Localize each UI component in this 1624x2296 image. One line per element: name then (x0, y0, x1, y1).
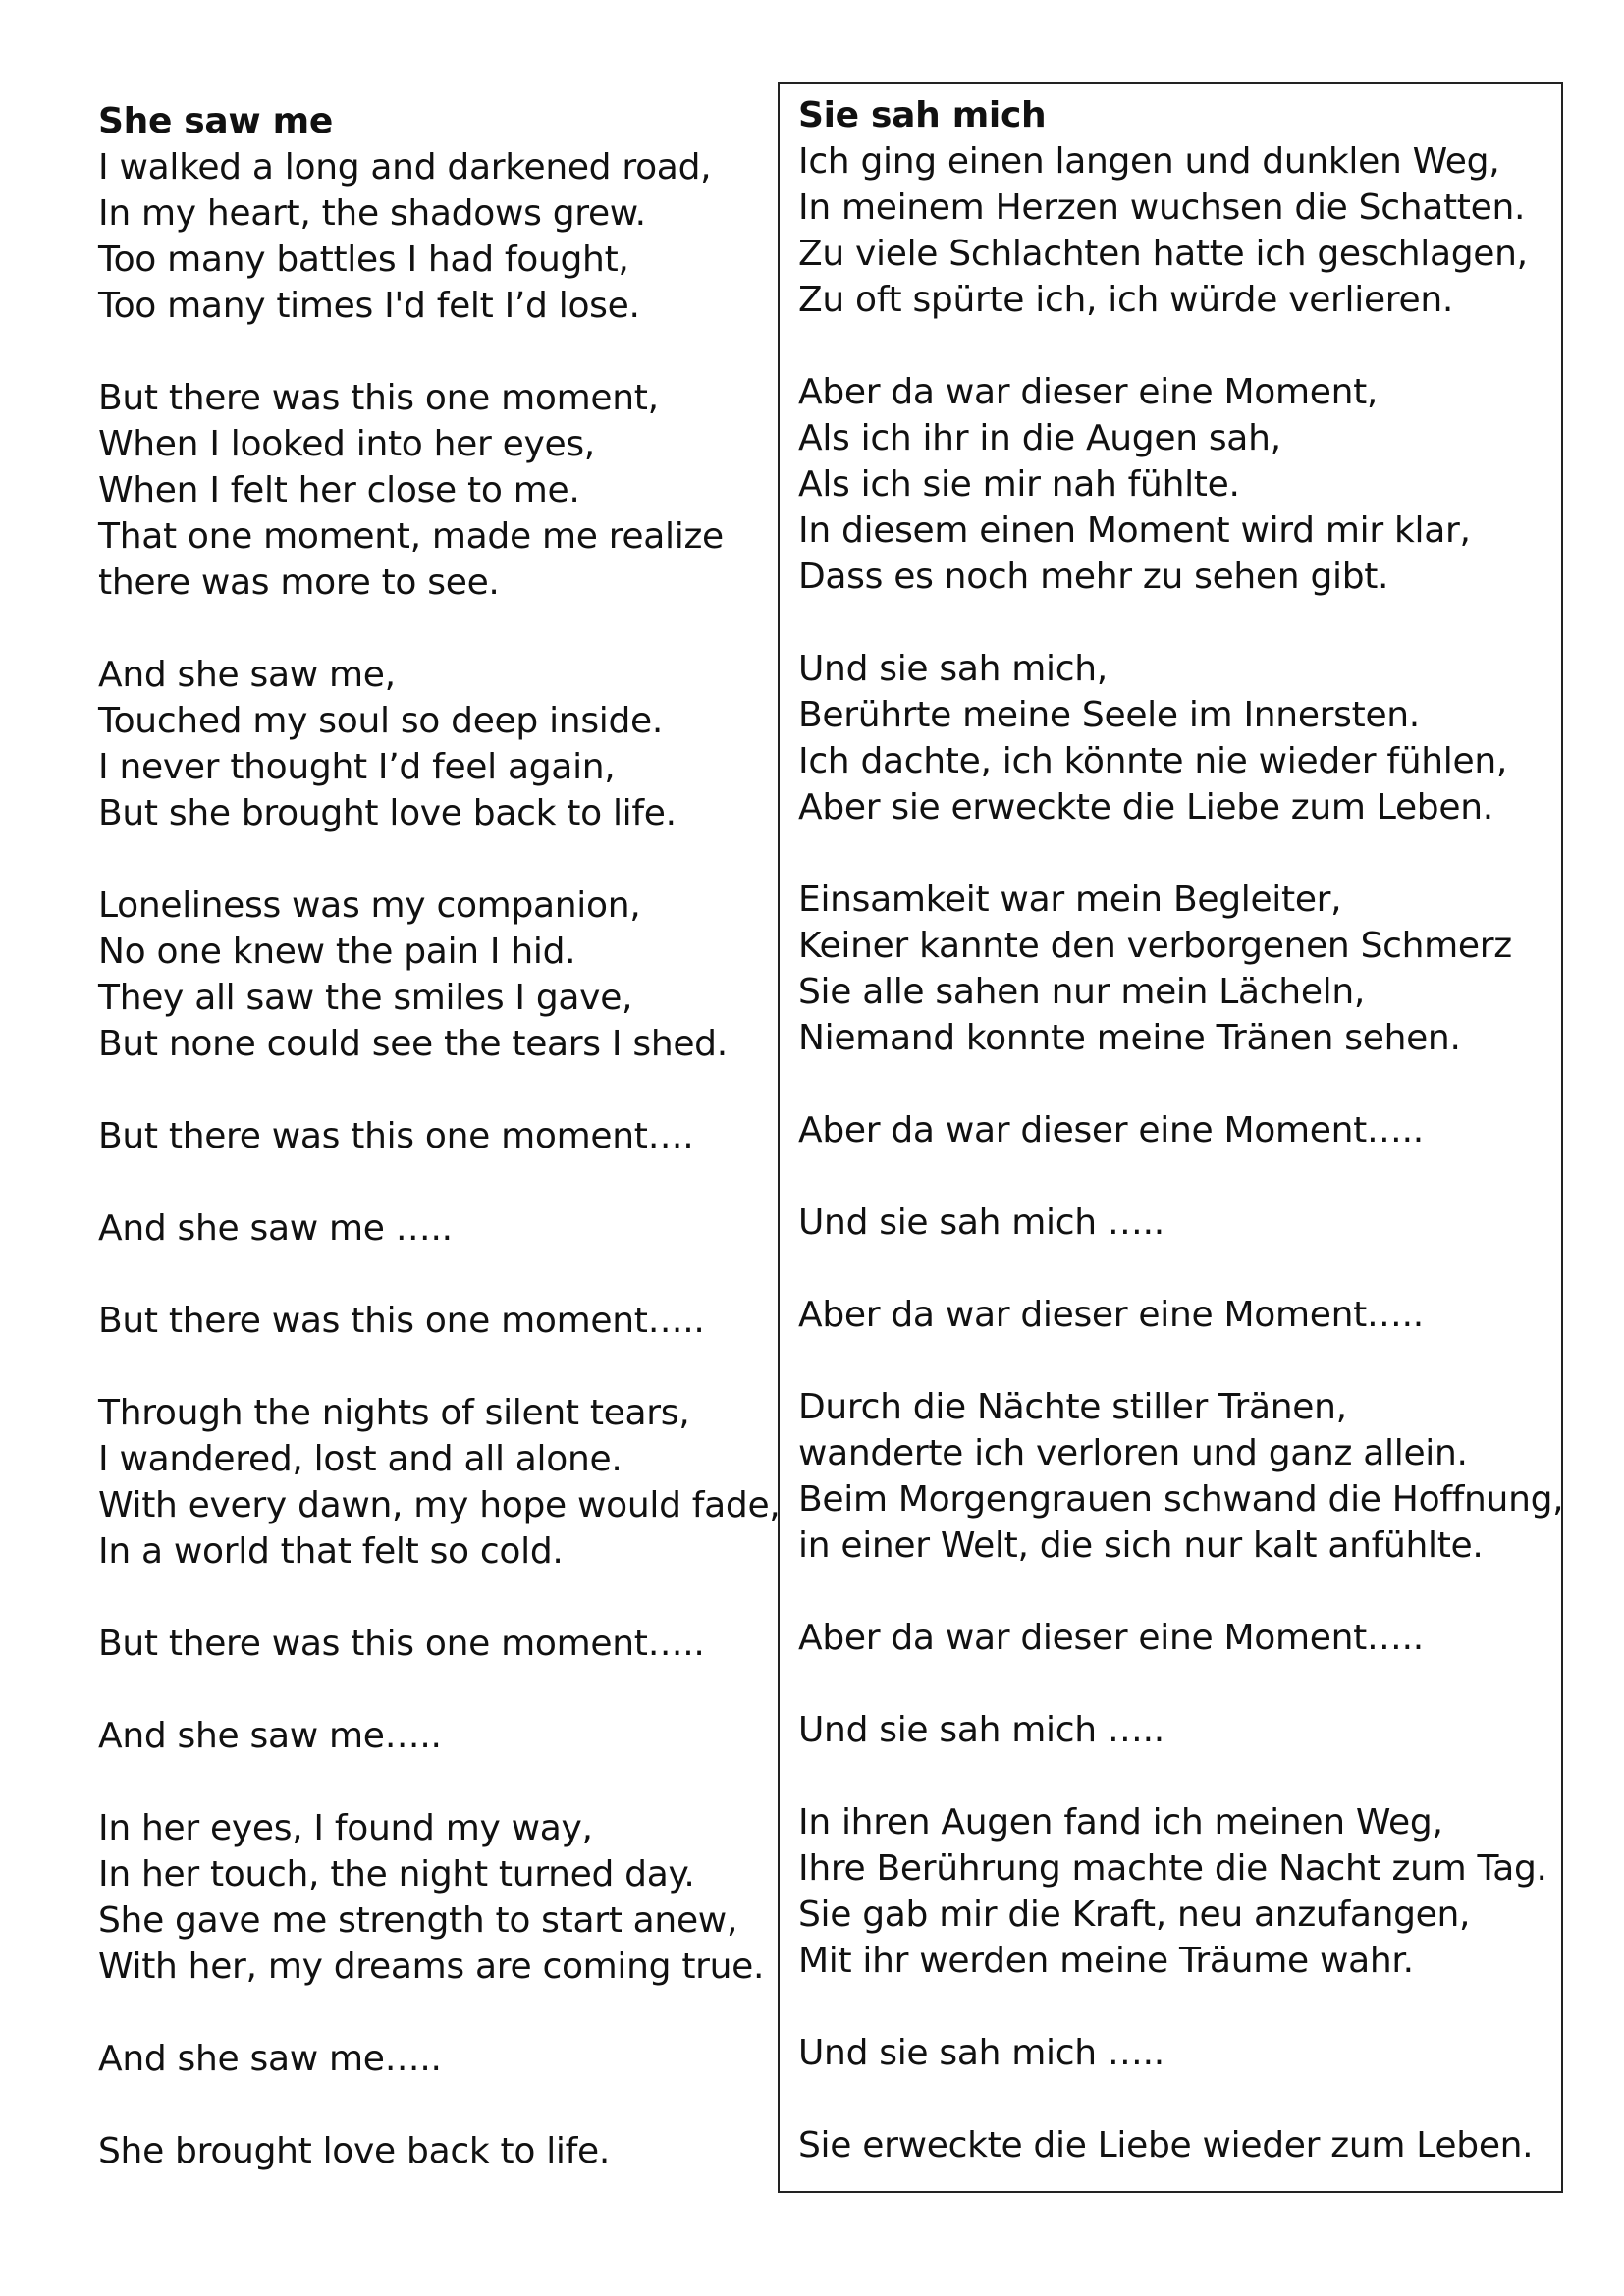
english-poem-line: Too many times I'd felt I’d lose. (98, 286, 640, 326)
english-poem-line: But there was this one moment, (98, 378, 659, 418)
german-poem-line: Sie erweckte die Liebe wieder zum Leben. (798, 2125, 1534, 2165)
german-stanza (798, 1615, 1554, 1661)
english-poem-line: But there was this one moment….. (98, 1624, 705, 1664)
english-poem-line: That one moment, made me realize (98, 516, 724, 557)
english-poem-line: Loneliness was my companion, (98, 885, 641, 926)
german-poem-line: Sie alle sahen nur mein Lächeln, (798, 972, 1366, 1012)
german-poem-line: Aber sie erweckte die Liebe zum Leben. (798, 787, 1493, 828)
german-poem-line: Aber da war dieser eine Moment….. (798, 1110, 1424, 1150)
german-poem-line: Und sie sah mich, (798, 649, 1108, 689)
german-stanza (798, 1707, 1554, 1753)
german-poem-line: Sie gab mir die Kraft, neu anzufangen, (798, 1895, 1471, 1935)
english-poem-line: When I looked into her eyes, (98, 424, 595, 464)
german-poem-line: In ihren Augen fand ich meinen Weg, (798, 1802, 1443, 1842)
english-poem-line: And she saw me, (98, 655, 396, 695)
english-poem-line: But there was this one moment…. (98, 1116, 694, 1156)
german-poem-line: Dass es noch mehr zu sehen gibt. (798, 557, 1389, 597)
german-poem-line: Als ich ihr in die Augen sah, (798, 418, 1281, 458)
english-poem-line: In my heart, the shadows grew. (98, 193, 646, 234)
english-poem-line: She brought love back to life. (98, 2131, 610, 2171)
german-poem-line: Aber da war dieser eine Moment….. (798, 1618, 1424, 1658)
german-poem-line: Durch die Nächte stiller Tränen, (798, 1387, 1347, 1427)
german-poem-line: Niemand konnte meine Tränen sehen. (798, 1018, 1461, 1058)
german-stanza (798, 1799, 1554, 1984)
english-poem-line: And she saw me….. (98, 2039, 442, 2079)
english-poem-line: With every dawn, my hope would fade, (98, 1485, 781, 1525)
german-poem-line: Zu viele Schlachten hatte ich geschlagen, (798, 234, 1528, 274)
german-stanza (798, 1292, 1554, 1338)
german-stanza (798, 1200, 1554, 1246)
german-poem-line: Und sie sah mich ….. (798, 1710, 1164, 1750)
german-poem-line: Ihre Berührung machte die Nacht zum Tag. (798, 1848, 1547, 1889)
english-stanzas (98, 144, 781, 2174)
german-stanza (798, 369, 1554, 600)
english-poem-line: I wandered, lost and all alone. (98, 1439, 623, 1479)
english-poem-line: No one knew the pain I hid. (98, 932, 576, 972)
german-poem-line: In diesem einen Moment wird mir klar, (798, 510, 1471, 551)
german-stanza (798, 138, 1554, 323)
german-poem-line: Ich dachte, ich könnte nie wieder fühlen, (798, 741, 1507, 781)
english-stanza (98, 2128, 776, 2174)
english-stanza (98, 1113, 776, 1159)
german-stanza (798, 877, 1554, 1061)
german-poem-line: Aber da war dieser eine Moment….. (798, 1295, 1424, 1335)
english-poem-column (98, 98, 781, 2220)
english-stanza (98, 882, 776, 1067)
german-poem-line: Zu oft spürte ich, ich würde verlieren. (798, 280, 1454, 320)
german-poem-line: Einsamkeit war mein Begleiter, (798, 880, 1342, 920)
german-poem-column (798, 92, 1564, 2215)
german-poem-line: Berührte meine Seele im Innersten. (798, 695, 1420, 735)
german-poem-line: Ich ging einen langen und dunklen Weg, (798, 141, 1500, 182)
german-poem-line: Und sie sah mich ….. (798, 1202, 1164, 1243)
english-stanza (98, 652, 776, 836)
english-stanza (98, 2036, 776, 2082)
english-poem-line: But none could see the tears I shed. (98, 1024, 728, 1064)
english-poem-line: And she saw me….. (98, 1716, 442, 1756)
english-poem-line: And she saw me ….. (98, 1208, 453, 1249)
english-poem-line: Too many battles I had fought, (98, 240, 629, 280)
german-poem-line: in einer Welt, die sich nur kalt anfühlte. (798, 1525, 1484, 1566)
german-poem-line: Als ich sie mir nah fühlte. (798, 464, 1240, 505)
english-poem-line: In a world that felt so cold. (98, 1531, 564, 1572)
english-stanza (98, 144, 776, 329)
english-stanza (98, 1205, 776, 1252)
english-poem-line: Through the nights of silent tears, (98, 1393, 690, 1433)
english-stanza (98, 375, 776, 606)
english-poem-line: They all saw the smiles I gave, (98, 978, 633, 1018)
english-poem-line: She gave me strength to start anew, (98, 1900, 738, 1941)
german-poem-line: Und sie sah mich ….. (798, 2033, 1164, 2073)
english-poem-line: But there was this one moment….. (98, 1301, 705, 1341)
english-stanza (98, 1390, 781, 1575)
german-stanza (798, 1107, 1554, 1153)
german-stanzas (798, 138, 1564, 2168)
german-stanza (798, 2030, 1554, 2076)
german-poem-line: Aber da war dieser eine Moment, (798, 372, 1379, 412)
english-poem-line: In her touch, the night turned day. (98, 1854, 695, 1895)
german-poem-line: Beim Morgengrauen schwand die Hoffnung, (798, 1479, 1564, 1520)
german-stanza (798, 646, 1554, 830)
english-poem-line: I walked a long and darkened road, (98, 147, 712, 187)
german-poem-line: Mit ihr werden meine Träume wahr. (798, 1941, 1414, 1981)
english-poem-line: Touched my soul so deep inside. (98, 701, 664, 741)
german-poem-line: In meinem Herzen wuchsen die Schatten. (798, 187, 1526, 228)
english-poem-line: When I felt her close to me. (98, 470, 580, 510)
german-poem-title: Sie sah mich (798, 95, 1047, 135)
english-poem-line: In her eyes, I found my way, (98, 1808, 593, 1848)
german-stanza (798, 1384, 1564, 1569)
english-poem-line: But she brought love back to life. (98, 793, 677, 833)
english-stanza (98, 1298, 776, 1344)
english-poem-line: With her, my dreams are coming true. (98, 1947, 765, 1987)
english-stanza (98, 1713, 776, 1759)
english-poem-title: She saw me (98, 101, 333, 141)
german-poem-line: Keiner kannte den verborgenen Schmerz (798, 926, 1512, 966)
english-poem-line: there was more to see. (98, 562, 500, 603)
english-poem-line: I never thought I’d feel again, (98, 747, 616, 787)
german-stanza (798, 2122, 1554, 2168)
english-stanza (98, 1621, 776, 1667)
german-poem-line: wanderte ich verloren und ganz allein. (798, 1433, 1468, 1473)
english-stanza (98, 1805, 776, 1990)
